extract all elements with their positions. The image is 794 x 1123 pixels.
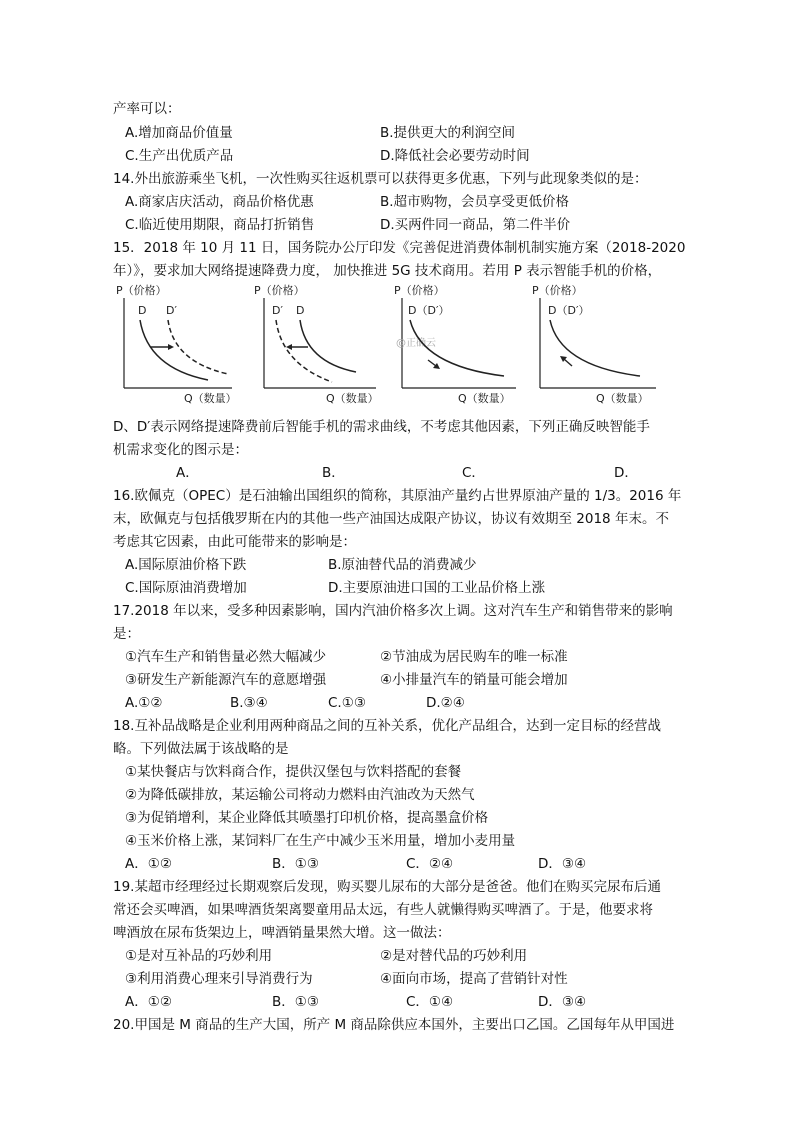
graph-d (532, 284, 662, 410)
option-d: D.买两件同一商品，第二件半价 (380, 217, 571, 233)
graph-a (108, 284, 238, 410)
option-b: B.③④ (230, 695, 268, 711)
statement-3: ③利用消费心理来引导消费行为 (125, 971, 313, 987)
demand-curve (140, 320, 208, 380)
option-a: A.国际原油价格下跌 (125, 557, 247, 573)
option-a: A.商家店庆活动，商品价格优惠 (125, 194, 314, 210)
y-axis-label: P（价格） (532, 284, 583, 297)
option-d: D．③④ (538, 994, 587, 1010)
statement-2: ②是对替代品的巧妙利用 (380, 948, 528, 964)
demand-curve-dashed (168, 320, 228, 374)
question-stem: 14.外出旅游乘坐飞机，一次性购买往返机票可以获得更多优惠，下列与此现象类似的是： (113, 171, 648, 187)
statement-4: ④小排量汽车的销量可能会增加 (380, 672, 568, 688)
option-b: B.提供更大的利润空间 (380, 125, 516, 141)
question-stem: 机需求变化的图示是： (113, 442, 248, 458)
question-stem: 18.互补品战略是企业利用两种商品之间的互补关系，优化产品组合，达到一定目标的经营战 (113, 718, 661, 734)
option-c: C.国际原油消费增加 (125, 580, 247, 596)
option-b: B.超市购物，会员享受更低价格 (380, 194, 570, 210)
option-a: A． (176, 465, 199, 481)
x-axis-label: Q（数量） (596, 392, 649, 405)
demand-curve (550, 320, 640, 376)
x-axis-label: Q（数量） (458, 392, 511, 405)
option-a: A.增加商品价值量 (125, 125, 233, 141)
question-stem: 19.某超市经理经过长期观察后发现，购买婴儿尿布的大部分是爸爸。他们在购买完尿布后通 (113, 879, 661, 895)
y-axis-label: P（价格） (116, 284, 167, 297)
y-axis-label: P（价格） (394, 284, 445, 297)
curve-label: D（D′） (408, 304, 450, 317)
statement-3: ③为促销增利，某企业降低其喷墨打印机价格，提高墨盒价格 (125, 810, 489, 826)
demand-curve-dashed (276, 320, 332, 382)
graph-c (392, 284, 522, 410)
demand-curve (300, 320, 356, 372)
option-c: C.①③ (328, 695, 366, 711)
statement-2: ②为降低碳排放，某运输公司将动力燃料由汽油改为天然气 (125, 787, 475, 803)
arrow-left-icon (286, 344, 292, 350)
question-stem: 略。下列做法属于该战略的是 (113, 741, 289, 757)
watermark: @正确云 (396, 338, 436, 349)
option-a: A．①② (125, 994, 172, 1010)
statement-2: ②节油成为居民购车的唯一标准 (380, 649, 568, 665)
option-c: C． (462, 465, 485, 481)
question-stem: 20.甲国是 M 商品的生产大国，所产 M 商品除供应本国外，主要出口乙国。乙国每年从甲国进 (113, 1017, 675, 1033)
question-stem: 15．2018 年 10 月 11 日，国务院办公厅印发《完善促进消费体制机制实施方案（2018-2020 (113, 240, 686, 256)
text-line: 产率可以： (113, 101, 181, 117)
graph-b (252, 284, 382, 410)
option-b: B．①③ (272, 856, 319, 872)
statement-4: ④面向市场，提高了营销针对性 (380, 971, 568, 987)
curve-label: D (138, 304, 147, 317)
question-stem: D、D′表示网络提速降费前后智能手机的需求曲线，不考虑其他因素，下列正确反映智能手 (113, 419, 650, 435)
question-stem: 年）》，要求加大网络提速降费力度， 加快推进 5G 技术商用。若用 P 表示智能手机的价格， (113, 263, 662, 279)
option-d: D.主要原油进口国的工业品价格上涨 (328, 580, 546, 596)
question-stem: 考虑其它因素，由此可能带来的影响是： (113, 534, 356, 550)
y-axis-label: P（价格） (254, 284, 305, 297)
statement-1: ①是对互补品的巧妙利用 (125, 948, 273, 964)
statement-3: ③研发生产新能源汽车的意愿增强 (125, 672, 327, 688)
x-axis-label: Q（数量） (184, 392, 237, 405)
curve-label: D (296, 304, 305, 317)
option-d: D． (614, 465, 638, 481)
statement-1: ①汽车生产和销售量必然大幅减少 (125, 649, 327, 665)
option-c: C．①④ (406, 994, 454, 1010)
question-stem: 17.2018 年以来，受多种因素影响，国内汽油价格多次上调。这对汽车生产和销售带来的影响 (113, 603, 673, 619)
option-c: C．②④ (406, 856, 454, 872)
question-stem: 常还会买啤酒，如果啤酒货架离婴童用品太远，有些人就懒得购买啤酒了。于是，他要求将 (113, 902, 653, 918)
question-stem: 末，欧佩克与包括俄罗斯在内的其他一些产油国达成限产协议，协议有效期至 2018 年末。不 (113, 511, 669, 527)
question-stem: 是： (113, 626, 140, 642)
statement-1: ①某快餐店与饮料商合作，提供汉堡包与饮料搭配的套餐 (125, 764, 462, 780)
option-a: A．①② (125, 856, 172, 872)
option-d: D.②④ (426, 695, 465, 711)
option-d: D.降低社会必要劳动时间 (380, 148, 530, 164)
x-axis-label: Q（数量） (326, 392, 379, 405)
option-d: D．③④ (538, 856, 587, 872)
statement-4: ④玉米价格上涨，某饲料厂在生产中减少玉米用量，增加小麦用量 (125, 833, 516, 849)
option-c: C.生产出优质产品 (125, 148, 234, 164)
question-stem: 16.欧佩克（OPEC）是石油输出国组织的简称，其原油产量约占世界原油产量的 1/3。2016 年 (113, 488, 682, 504)
curve-label: D′ (272, 304, 283, 317)
option-b: B．①③ (272, 994, 319, 1010)
curve-label: D（D′） (548, 304, 590, 317)
option-b: B.原油替代品的消费减少 (328, 557, 477, 573)
curve-label: D′ (166, 304, 177, 317)
option-b: B． (322, 465, 345, 481)
option-a: A.①② (125, 695, 163, 711)
question-stem: 啤酒放在尿布货架边上，啤酒销量果然大增。这一做法： (113, 925, 451, 941)
arrow-right-icon (168, 344, 174, 350)
option-c: C.临近使用期限，商品打折销售 (125, 217, 315, 233)
